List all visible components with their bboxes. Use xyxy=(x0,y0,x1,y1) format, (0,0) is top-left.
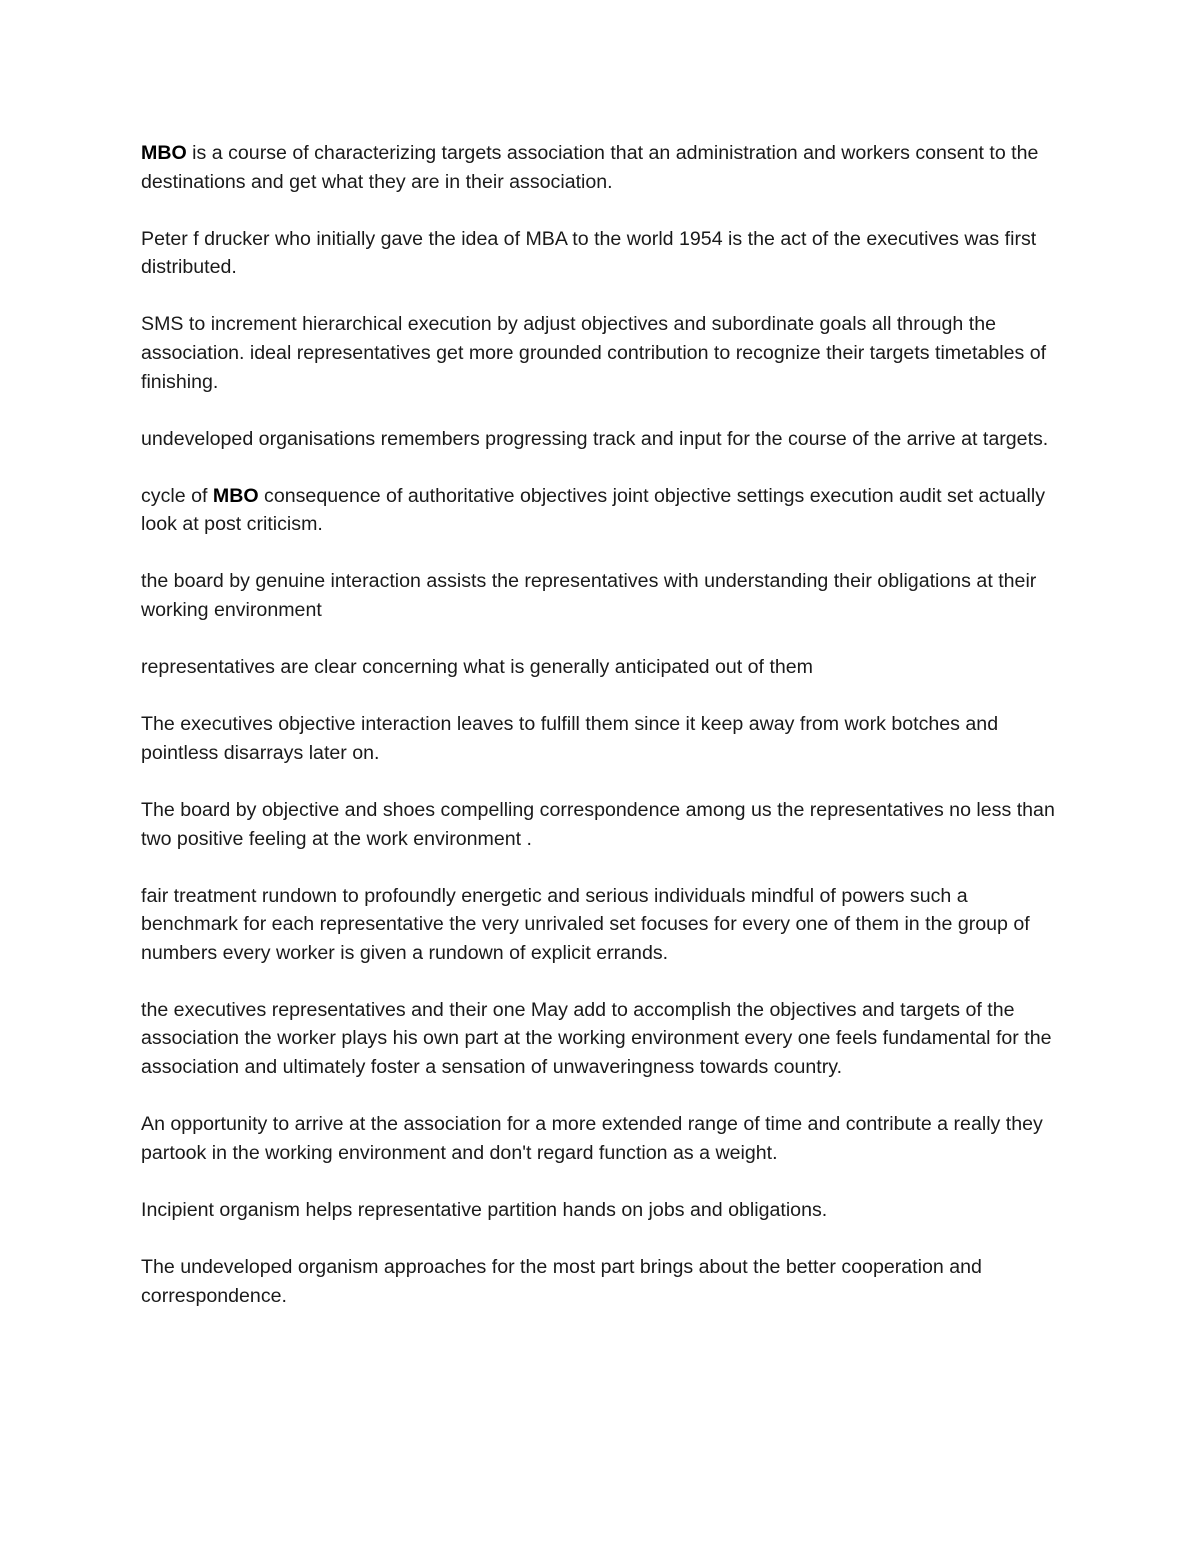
paragraph-text-after: consequence of authoritative objectives joint objective settings execution audit set actually look at post criticism. xyxy=(141,484,1045,536)
paragraph-mbo-definition xyxy=(141,139,1066,196)
bold-term-mbo: MBO xyxy=(141,142,187,164)
paragraph-executives-representatives: the executives representatives and their one May add to accomplish the objectives and targets of the association the worker plays his own part at the working environment every one feels fundamental for the association and ultimately foster a sensation of unwaveringness towards country. xyxy=(141,998,1052,1079)
paragraph-undeveloped-organisations: undeveloped organisations remembers progressing track and input for the course of the arrive at targets. xyxy=(141,427,1049,450)
paragraph-fair-treatment: fair treatment rundown to profoundly energetic and serious individuals mindful of powers such a benchmark for each representative the very unrivaled set focuses for every one of them in the group of numbers every worker is given a rundown of explicit errands. xyxy=(141,884,1030,964)
paragraph-cycle-of-mbo xyxy=(141,482,1066,539)
paragraph-board-interaction: the board by genuine interaction assists the representatives with understanding their obligations at their working environment xyxy=(141,570,1037,622)
paragraph-drucker: Peter f drucker who initially gave the idea of MBA to the world 1954 is the act of the executives was first distributed. xyxy=(141,227,1037,279)
paragraph-incipient-organism: Incipient organism helps representative partition hands on jobs and obligations. xyxy=(141,1198,828,1221)
bold-term-mbo: MBO xyxy=(212,484,259,507)
paragraph-opportunity: An opportunity to arrive at the association for a more extended range of time and contribute a really they partook in the working environment and don't regard function as a weight. xyxy=(141,1113,1043,1164)
document-body xyxy=(141,139,1066,1339)
paragraph-text-before: cycle of xyxy=(141,484,213,507)
paragraph-board-by-objective: The board by objective and shoes compelling correspondence among us the representatives no less than two positive feeling at the work environment . xyxy=(141,798,1055,850)
paragraph-representatives-clear: representatives are clear concerning what is generally anticipated out of them xyxy=(141,656,814,679)
paragraph-executives-objective: The executives objective interaction leaves to fulfill them since it keep away from work botches and pointless disarrays later on. xyxy=(141,713,999,764)
paragraph-text: is a course of characterizing targets association that an administration and workers consent to the destinations and get what they are in their association. xyxy=(141,142,1039,193)
paragraph-undeveloped-organism: The undeveloped organism approaches for the most part brings about the better cooperation and correspondence. xyxy=(141,1255,982,1307)
paragraph-sms: SMS to increment hierarchical execution by adjust objectives and subordinate goals all through the association. ideal representatives get more grounded contribution to recognize their targets timetables of finishing. xyxy=(141,313,1047,393)
